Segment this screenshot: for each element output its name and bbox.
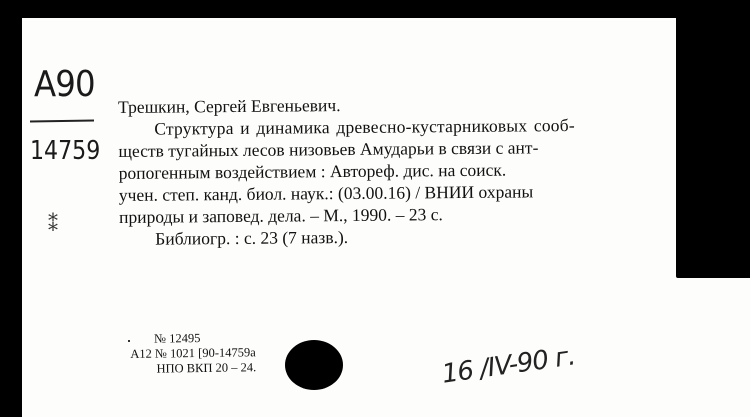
shelfmark-number: 14759 <box>30 136 101 166</box>
title-line-2: ществ тугайных лесов низовьев Амударьи в связи с ант- <box>118 137 539 161</box>
handwritten-date: 16 /IV-90 г. <box>440 341 577 390</box>
shelfmark-top: A90 <box>34 64 95 105</box>
author-name: Трешкин, Сергей Евгеньевич. <box>118 95 341 117</box>
card-corner-edge <box>676 18 750 278</box>
stamp-line-1: № 12495 <box>153 331 201 346</box>
bibliography-note: Библиогр. : с. 23 (7 назв.). <box>155 226 349 249</box>
title-line-3: ропогенным воздействием : Автореф. дис. на соиск. <box>118 159 507 183</box>
stamp-line-3: НПО ВКП 20 – 24. <box>156 360 257 376</box>
ink-blot <box>285 340 343 390</box>
ink-dot <box>128 340 130 342</box>
stamp-line-2: А12 № 1021 [90-14759а <box>130 345 256 361</box>
margin-mark: ⁑ <box>48 212 58 236</box>
title-line-1: Структура и динамика древесно-кустарниковых сооб- <box>154 115 575 139</box>
catalog-stamp <box>130 330 256 377</box>
title-line-4: учен. степ. канд. биол. наук.: (03.00.16) / ВНИИ охраны <box>118 181 534 205</box>
bibliographic-record <box>118 92 619 250</box>
title-line-5: природы и заповед. дела. – М., 1990. – 23 с. <box>118 204 443 227</box>
